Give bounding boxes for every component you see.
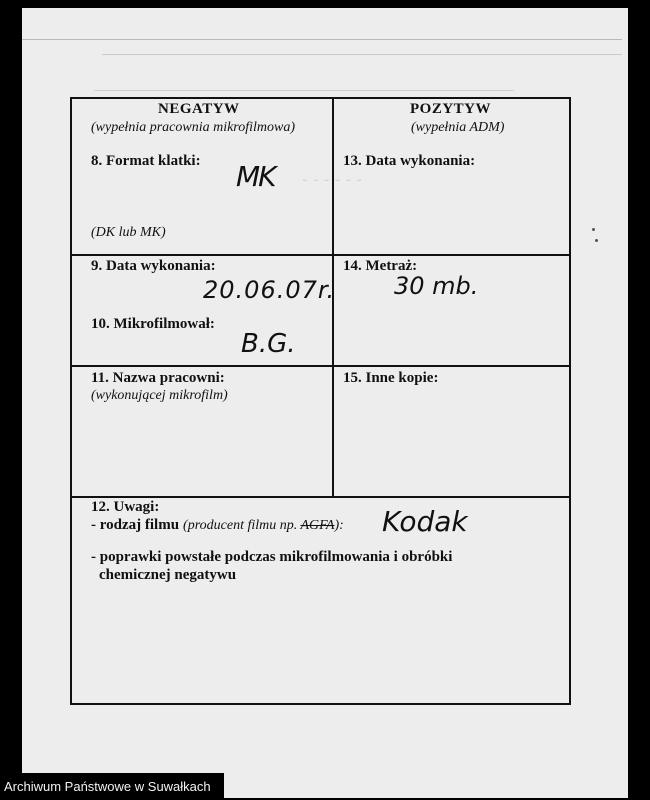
negatyw-subtitle: (wypełnia pracownia mikrofilmowa) — [91, 120, 296, 135]
filmed-by-label: 10. Mikrofilmował: — [91, 316, 215, 332]
film-type-hint-end: ): — [334, 518, 344, 533]
film-type-example: AGFA — [300, 518, 335, 533]
length-label: 14. Metraż: — [343, 258, 418, 274]
film-type-hint: (producent filmu np. — [183, 518, 301, 533]
row-divider-3 — [72, 496, 569, 498]
negatyw-date-value: 20.06.07r. — [203, 276, 336, 304]
corrections-line-2: chemicznej negatywu — [99, 567, 237, 583]
scan-speck — [592, 228, 595, 231]
scan-artifact-line — [102, 54, 622, 55]
row-divider-2 — [72, 365, 569, 367]
pozytyw-subtitle: (wypełnia ADM) — [411, 120, 505, 135]
format-hint: (DK lub MK) — [91, 225, 166, 240]
scan-artifact-line — [22, 39, 622, 40]
lab-hint: (wykonującej mikrofilm) — [91, 388, 228, 403]
pozytyw-title: POZYTYW — [410, 101, 492, 117]
filmed-by-value: B.G. — [241, 329, 296, 359]
corrections-line-1: - poprawki powstałe podczas mikrofilmowania i obróbki — [91, 549, 453, 565]
copies-label: 15. Inne kopie: — [343, 370, 439, 386]
format-value: MK — [236, 160, 275, 193]
remarks-label: 12. Uwagi: — [91, 499, 160, 515]
scan-artifact-line — [94, 90, 514, 91]
negatyw-title: NEGATYW — [158, 101, 240, 117]
length-value: 30 mb. — [394, 272, 479, 300]
bleed-through-text: - - - - - - — [302, 170, 363, 189]
archive-watermark: Archiwum Państwowe w Suwałkach — [0, 773, 224, 800]
pozytyw-date-label: 13. Data wykonania: — [343, 153, 476, 169]
film-type-prefix: - rodzaj filmu — [91, 517, 180, 533]
scan-speck — [595, 239, 598, 242]
negatyw-date-label: 9. Data wykonania: — [91, 258, 216, 274]
row-divider-1 — [72, 254, 569, 256]
lab-label: 11. Nazwa pracowni: — [91, 370, 225, 386]
film-type-line — [91, 516, 344, 534]
format-label: 8. Format klatki: — [91, 153, 201, 169]
film-type-value: Kodak — [382, 505, 468, 538]
